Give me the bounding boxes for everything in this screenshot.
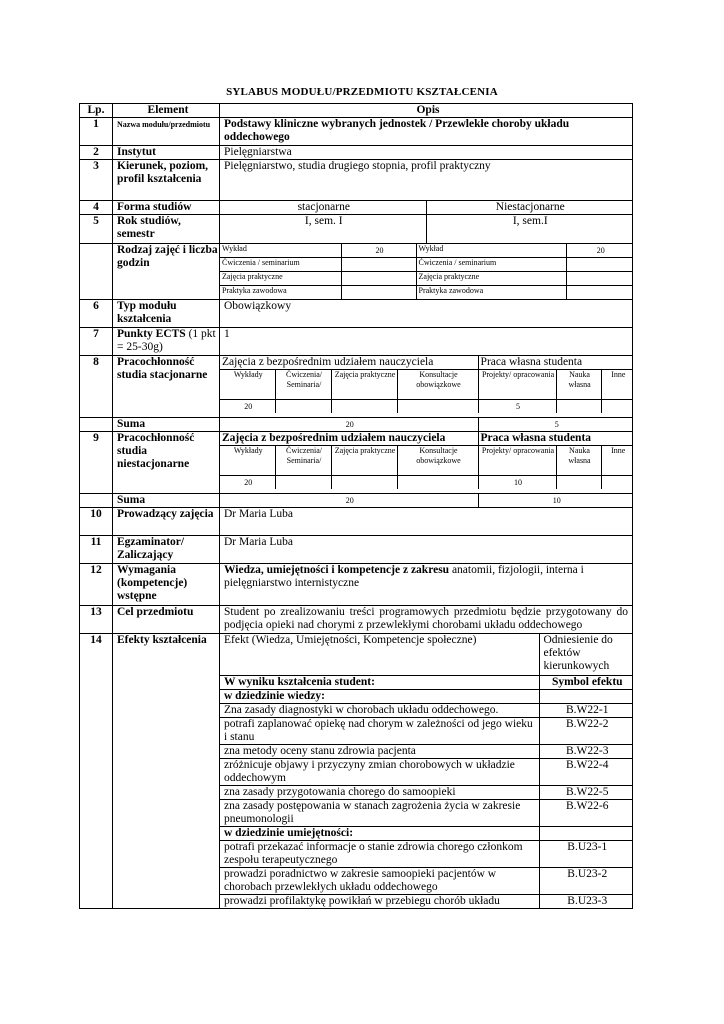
col-header: Ćwiczenia/ Seminaria/ [275, 370, 331, 400]
effect-text: potrafi zaplanować opiekę nad chorym w zależności od jego wieku i stanu [220, 717, 539, 744]
rodzaj-name-niestac: Wykład [416, 244, 566, 258]
syllabus-table [79, 103, 633, 909]
row-12-value-rest: anatomii, fizjologii, interna i pielęgniarstwo internistyczne [224, 564, 584, 589]
row-2-lp: 2 [80, 146, 113, 160]
row-5 [80, 215, 633, 244]
row-12 [80, 564, 633, 606]
effect-text: potrafi przekazać informacje o stanie zdrowia chorego członkom zespołu terapeutycznego [220, 840, 539, 867]
section-umiejetnosci: w dziedzinie umiejętności: [220, 826, 539, 840]
row-10-value: Dr Maria Luba [220, 508, 633, 536]
hours-value [556, 476, 601, 490]
col-header: Konsultacje obowiązkowe [397, 446, 478, 476]
row-14-value [220, 634, 633, 909]
row-9-label: Pracochłonność studia niestacjonarne [113, 432, 220, 494]
pracochlonnosc-group2: Praca własna studenta [478, 432, 633, 446]
hours-value [556, 400, 601, 414]
hours-value: 20 [220, 400, 275, 414]
col-header: Projekty/ opracowania [478, 446, 556, 476]
row-12-lp: 12 [80, 564, 113, 606]
row-12-value-bold: Wiedza, umiejętności i kompetencje z zakresu [224, 564, 450, 576]
rodzaj-hours-niestac: 20 [566, 244, 633, 258]
rodzaj-hours-stac [341, 286, 416, 300]
effects-head-left: Efekt (Wiedza, Umiejętności, Kompetencje społeczne) [220, 634, 539, 675]
row-7-label-rest: (1 pkt = 25-30g) [117, 328, 216, 353]
header-lp: Lp. [80, 104, 113, 118]
row-4-lp: 4 [80, 201, 113, 215]
row-13-value: Student po zrealizowaniu treści programowych przedmiotu będzie przygotowany do podjęcia opieki nad chorymi z przewlekłymi chorobami układu oddechowego [220, 606, 633, 634]
row-7-label [113, 328, 220, 356]
pracochlonnosc-group1: Zajęcia z bezpośrednim udziałem nauczyciela [220, 356, 478, 370]
effect-text: prowadzi profilaktykę powikłań w przebiegu chorób układu [220, 894, 539, 908]
row-10-label: Prowadzący zajęcia [113, 508, 220, 536]
header-opis: Opis [220, 104, 633, 118]
rodzaj-hours-niestac [566, 286, 633, 300]
row-8-label: Pracochłonność studia stacjonarne [113, 356, 220, 418]
col-header: Wykłady [220, 370, 275, 400]
effect-code: B.W22-4 [539, 758, 633, 785]
effect-text: zna zasady przygotowania chorego do samoopieki [220, 785, 539, 799]
row-8-lp: 8 [80, 356, 113, 418]
row-11-lp: 11 [80, 536, 113, 564]
effect-text: zna metody oceny stanu zdrowia pacjenta [220, 744, 539, 758]
col-header: Nauka własna [556, 370, 601, 400]
hours-value [331, 400, 397, 414]
col-header: Zajęcia praktyczne [331, 446, 397, 476]
row-2-value: Pielęgniarstwa [220, 146, 633, 160]
effect-text: zróżnicuje objawy i przyczyny zmian chorobowych w układzie oddechowym [220, 758, 539, 785]
row-6-label: Typ modułu kształcenia [113, 300, 220, 328]
col-header: Inne [601, 446, 633, 476]
rodzaj-name-niestac: Zajęcia praktyczne [416, 272, 566, 286]
row-13-label: Cel przedmiotu [113, 606, 220, 634]
row-1-value: Podstawy kliniczne wybranych jednostek / Przewlekłe choroby układu oddechowego [220, 118, 633, 146]
forma-niestacjonarne: Niestacjonarne [426, 201, 632, 214]
header-row [80, 104, 633, 118]
effect-code: B.W22-2 [539, 717, 633, 744]
row-6-lp: 6 [80, 300, 113, 328]
row-11 [80, 536, 633, 564]
row-6 [80, 300, 633, 328]
row-14 [80, 634, 633, 909]
row-4-label: Forma studiów [113, 201, 220, 215]
row-2 [80, 146, 633, 160]
row-13-lp: 13 [80, 606, 113, 634]
section-wiedza: w dziedzinie wiedzy: [220, 689, 539, 703]
rodzaj-hours-stac: 20 [341, 244, 416, 258]
col-header: Wykłady [220, 446, 275, 476]
hours-value: 10 [478, 476, 556, 490]
document-title: SYLABUS MODUŁU/PRZEDMIOTU KSZTAŁCENIA [226, 86, 498, 98]
row-3-value: Pielęgniarstwo, studia drugiego stopnia, profil praktyczny [220, 160, 633, 201]
rodzaj-hours-stac [341, 272, 416, 286]
col-header: Inne [601, 370, 633, 400]
row-14-lp: 14 [80, 634, 113, 909]
row-7-value: 1 [220, 328, 633, 356]
effects-head-right: Odniesienie do efektów kierunkowych [539, 634, 633, 675]
row-1-label [113, 118, 220, 146]
rodzaj-name-stac: Praktyka zawodowa [220, 286, 341, 300]
row-10-lp: 10 [80, 508, 113, 536]
row-1-lp: 1 [80, 118, 113, 146]
row-13 [80, 606, 633, 634]
hours-value [601, 476, 633, 490]
effects-sub-right: Symbol efektu [539, 675, 633, 689]
effect-code: B.U23-3 [539, 894, 633, 908]
hours-value [601, 400, 633, 414]
hours-value [397, 476, 478, 490]
effect-code: B.W22-6 [539, 799, 633, 826]
row-4 [80, 201, 633, 215]
row-4-value [220, 201, 633, 215]
rodzaj-name-stac: Ćwiczenia / seminarium [220, 258, 341, 272]
rodzaj-hours-niestac [566, 272, 633, 286]
row-8 [80, 356, 633, 418]
hours-value: 5 [478, 400, 556, 414]
row-9-suma [80, 494, 633, 508]
effect-code: B.W22-3 [539, 744, 633, 758]
pracochlonnosc-group1: Zajęcia z bezpośrednim udziałem nauczyciela [220, 432, 478, 446]
hours-value: 20 [220, 476, 275, 490]
row-1 [80, 118, 633, 146]
rodzaj-name-stac: Zajęcia praktyczne [220, 272, 341, 286]
row-8-suma [80, 418, 633, 432]
row-9 [80, 432, 633, 494]
effect-text: prowadzi poradnictwo w zakresie samoopieki pacjentów w chorobach przewlekłych układu oddechowego [220, 867, 539, 894]
row-11-value: Dr Maria Luba [220, 536, 633, 564]
col-header: Ćwiczenia/ Seminaria/ [275, 446, 331, 476]
row-7-lp: 7 [80, 328, 113, 356]
row-10 [80, 508, 633, 536]
row-8-value [220, 356, 633, 418]
rodzaj-name-niestac: Ćwiczenia / seminarium [416, 258, 566, 272]
row-6-value: Obowiązkowy [220, 300, 633, 328]
row-3 [80, 160, 633, 201]
rodzaj-value [220, 244, 633, 300]
suma-label: Suma [113, 418, 220, 432]
suma-own: 5 [478, 418, 633, 431]
hours-value [397, 400, 478, 414]
row-1-label-text: Nazwa modułu/przedmiotu [117, 120, 211, 129]
hours-value [275, 400, 331, 414]
rodzaj-label: Rodzaj zajęć i liczba godzin [113, 244, 220, 300]
suma-contact: 20 [220, 418, 478, 431]
effects-sub-left: W wyniku kształcenia student: [220, 675, 539, 689]
rodzaj-hours-niestac [566, 258, 633, 272]
suma-own: 10 [478, 494, 633, 507]
row-2-label: Instytut [113, 146, 220, 160]
effect-code: B.W22-5 [539, 785, 633, 799]
row-9-lp: 9 [80, 432, 113, 494]
effect-code: B.U23-1 [539, 840, 633, 867]
row-12-label: Wymagania (kompetencje) wstępne [113, 564, 220, 606]
hours-value [275, 476, 331, 490]
suma-contact: 20 [220, 494, 478, 507]
col-header: Zajęcia praktyczne [331, 370, 397, 400]
col-header: Konsultacje obowiązkowe [397, 370, 478, 400]
rodzaj-name-stac: Wykład [220, 244, 341, 258]
col-header: Projekty/ opracowania [478, 370, 556, 400]
row-12-value [220, 564, 633, 606]
suma-label: Suma [113, 494, 220, 508]
row-9-value [220, 432, 633, 494]
effect-code: B.W22-1 [539, 703, 633, 717]
hours-value [331, 476, 397, 490]
rodzaj-name-niestac: Praktyka zawodowa [416, 286, 566, 300]
row-7 [80, 328, 633, 356]
col-header: Nauka własna [556, 446, 601, 476]
forma-stacjonarne: stacjonarne [220, 201, 426, 214]
effect-text: zna zasady postępowania w stanach zagrożenia życia w zakresie pneumonologii [220, 799, 539, 826]
row-3-label: Kierunek, poziom, profil kształcenia [113, 160, 220, 201]
rodzaj-hours-stac [341, 258, 416, 272]
effects-table [220, 634, 633, 908]
rok-stacjonarne: I, sem. I [220, 215, 426, 243]
row-3-lp: 3 [80, 160, 113, 201]
row-rodzaj [80, 244, 633, 300]
rok-niestacjonarne: I, sem.I [426, 215, 632, 243]
row-5-lp: 5 [80, 215, 113, 244]
row-7-label-bold: Punkty ECTS [117, 328, 186, 340]
effect-text: Zna zasady diagnostyki w chorobach układu oddechowego. [220, 703, 539, 717]
row-5-value [220, 215, 633, 244]
row-11-label: Egzaminator/ Zaliczający [113, 536, 220, 564]
pracochlonnosc-group2: Praca własna studenta [478, 356, 633, 370]
header-element: Element [113, 104, 220, 118]
row-14-label: Efekty kształcenia [113, 634, 220, 909]
effect-code: B.U23-2 [539, 867, 633, 894]
row-5-label: Rok studiów, semestr [113, 215, 220, 244]
